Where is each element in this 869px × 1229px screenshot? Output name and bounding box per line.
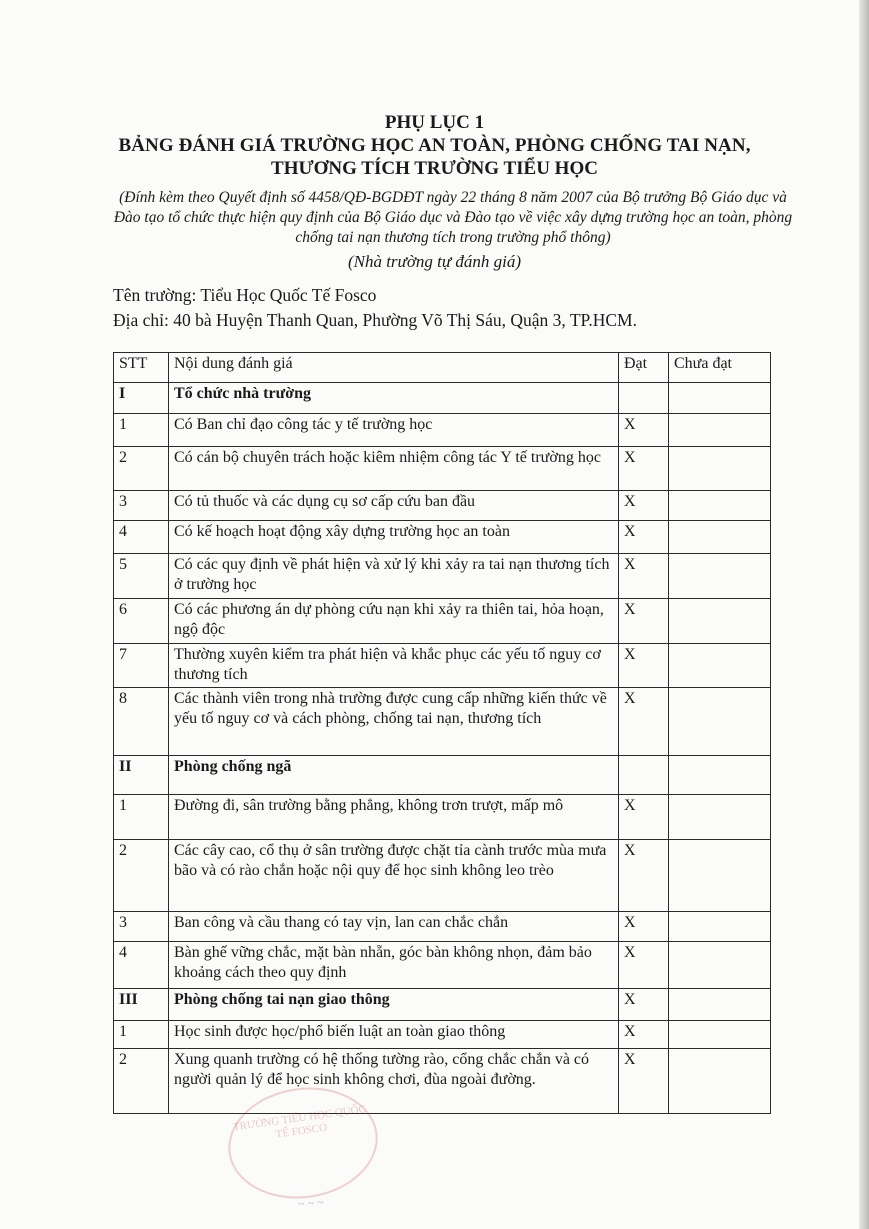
- fail-mark: [669, 795, 771, 840]
- fail-mark: [669, 521, 771, 554]
- section-pass-mark: [619, 383, 669, 414]
- criterion-text: Có kế hoạch hoạt động xây dựng trường học an toàn: [169, 521, 619, 554]
- fail-mark: [669, 599, 771, 644]
- pass-mark: X: [619, 521, 669, 554]
- row-number: 1: [114, 795, 169, 840]
- section-fail-mark: [669, 989, 771, 1021]
- pass-mark: X: [619, 795, 669, 840]
- row-number: 4: [114, 521, 169, 554]
- table-row: [114, 554, 771, 599]
- pass-mark: X: [619, 554, 669, 599]
- section-pass-mark: [619, 756, 669, 795]
- criterion-text: Có cán bộ chuyên trách hoặc kiêm nhiệm công tác Y tế trường học: [169, 447, 619, 491]
- table-row: [114, 1049, 771, 1114]
- section-row: [114, 383, 771, 414]
- table-row: [114, 1021, 771, 1049]
- section-row: [114, 756, 771, 795]
- school-stamp: TRƯỜNG TIỂU HỌC QUỐC TẾ FOSCO: [221, 1078, 385, 1208]
- header-fail: Chưa đạt: [669, 353, 771, 383]
- table-row: [114, 414, 771, 447]
- table-row: [114, 521, 771, 554]
- criterion-text: Thường xuyên kiểm tra phát hiện và khắc phục các yếu tố nguy cơ thương tích: [169, 644, 619, 688]
- section-title: Tổ chức nhà trường: [169, 383, 619, 414]
- criterion-text: Có các phương án dự phòng cứu nạn khi xảy ra thiên tai, hỏa hoạn, ngộ độc: [169, 599, 619, 644]
- table-row: [114, 912, 771, 942]
- fail-mark: [669, 414, 771, 447]
- section-row: [114, 989, 771, 1021]
- evaluation-table: [113, 352, 771, 1114]
- section-fail-mark: [669, 756, 771, 795]
- fail-mark: [669, 688, 771, 756]
- pass-mark: X: [619, 912, 669, 942]
- criterion-text: Đường đi, sân trường bằng phẳng, không trơn trượt, mấp mô: [169, 795, 619, 840]
- criterion-text: Các cây cao, cổ thụ ở sân trường được chặt tỉa cành trước mùa mưa bão và có rào chắn hoặc nội quy để học sinh không leo trèo: [169, 840, 619, 912]
- row-number: 4: [114, 942, 169, 989]
- table-row: [114, 644, 771, 688]
- row-number: 5: [114, 554, 169, 599]
- pass-mark: X: [619, 447, 669, 491]
- table-body: [114, 383, 771, 1114]
- pass-mark: X: [619, 599, 669, 644]
- page-edge-shadow: [859, 0, 869, 1229]
- school-address: Địa chỉ: 40 bà Huyện Thanh Quan, Phường Võ Thị Sáu, Quận 3, TP.HCM.: [113, 310, 637, 330]
- attachment-note: (Đính kèm theo Quyết định số 4458/QĐ-BGDĐT ngày 22 tháng 8 năm 2007 của Bộ trưởng Bộ Giáo dục và Đào tạo tổ chức thực hiện quy định của Bộ Giáo dục và Đào tạo về việc xây dựng trường học an toàn, phòng chống tai nạn thương tích trong trường phổ thông): [113, 189, 793, 246]
- pass-mark: X: [619, 491, 669, 521]
- criterion-text: Các thành viên trong nhà trường được cung cấp những kiến thức về yếu tố nguy cơ và cách phòng, chống tai nạn, thương tích: [169, 688, 619, 756]
- section-number: I: [114, 383, 169, 414]
- fail-mark: [669, 554, 771, 599]
- section-fail-mark: [669, 383, 771, 414]
- criterion-text: Ban công và cầu thang có tay vịn, lan can chắc chắn: [169, 912, 619, 942]
- header-stt: STT: [114, 353, 169, 383]
- section-number: II: [114, 756, 169, 795]
- appendix-number: PHỤ LỤC 1: [384, 112, 485, 133]
- pass-mark: X: [619, 644, 669, 688]
- row-number: 1: [114, 1021, 169, 1049]
- section-title: Phòng chống ngã: [169, 756, 619, 795]
- header-pass: Đạt: [619, 353, 669, 383]
- section-number: III: [114, 989, 169, 1021]
- pass-mark: X: [619, 688, 669, 756]
- row-number: 7: [114, 644, 169, 688]
- fail-mark: [669, 1049, 771, 1114]
- pass-mark: X: [619, 1021, 669, 1049]
- pass-mark: X: [619, 1049, 669, 1114]
- section-pass-mark: X: [619, 989, 669, 1021]
- row-number: 6: [114, 599, 169, 644]
- fail-mark: [669, 1021, 771, 1049]
- fail-mark: [669, 644, 771, 688]
- pass-mark: X: [619, 414, 669, 447]
- criterion-text: Xung quanh trường có hệ thống tường rào, cổng chắc chắn và có người quản lý để học sinh không chơi, đùa ngoài đường.: [169, 1049, 619, 1114]
- row-number: 2: [114, 447, 169, 491]
- school-name: Tên trường: Tiểu Học Quốc Tế Fosco: [113, 285, 377, 305]
- fail-mark: [669, 912, 771, 942]
- fail-mark: [669, 491, 771, 521]
- criterion-text: Bàn ghế vững chắc, mặt bàn nhẵn, góc bàn không nhọn, đảm bảo khoảng cách theo quy định: [169, 942, 619, 989]
- table-header-row: [114, 353, 771, 383]
- fail-mark: [669, 447, 771, 491]
- row-number: 3: [114, 491, 169, 521]
- row-number: 1: [114, 414, 169, 447]
- criterion-text: Có tủ thuốc và các dụng cụ sơ cấp cứu ban đầu: [169, 491, 619, 521]
- row-number: 3: [114, 912, 169, 942]
- header-content: Nội dung đánh giá: [169, 353, 619, 383]
- table-row: [114, 840, 771, 912]
- section-title: Phòng chống tai nạn giao thông: [169, 989, 619, 1021]
- table-row: [114, 942, 771, 989]
- row-number: 8: [114, 688, 169, 756]
- table-row: [114, 795, 771, 840]
- self-evaluation-note: (Nhà trường tự đánh giá): [347, 252, 522, 271]
- criterion-text: Có các quy định về phát hiện và xử lý khi xảy ra tai nạn thương tích ở trường học: [169, 554, 619, 599]
- table-row: [114, 599, 771, 644]
- signature-mark: ~ ~ ~: [297, 1195, 324, 1211]
- criterion-text: Có Ban chỉ đạo công tác y tế trường học: [169, 414, 619, 447]
- table-row: [114, 688, 771, 756]
- document-title-line2: THƯƠNG TÍCH TRƯỜNG TIỂU HỌC: [271, 158, 598, 179]
- fail-mark: [669, 840, 771, 912]
- table-row: [114, 491, 771, 521]
- row-number: 2: [114, 840, 169, 912]
- table-row: [114, 447, 771, 491]
- pass-mark: X: [619, 840, 669, 912]
- criterion-text: Học sinh được học/phổ biến luật an toàn giao thông: [169, 1021, 619, 1049]
- document-title-line1: BẢNG ĐÁNH GIÁ TRƯỜNG HỌC AN TOÀN, PHÒNG CHỐNG TAI NẠN,: [118, 135, 751, 156]
- pass-mark: X: [619, 942, 669, 989]
- fail-mark: [669, 942, 771, 989]
- row-number: 2: [114, 1049, 169, 1114]
